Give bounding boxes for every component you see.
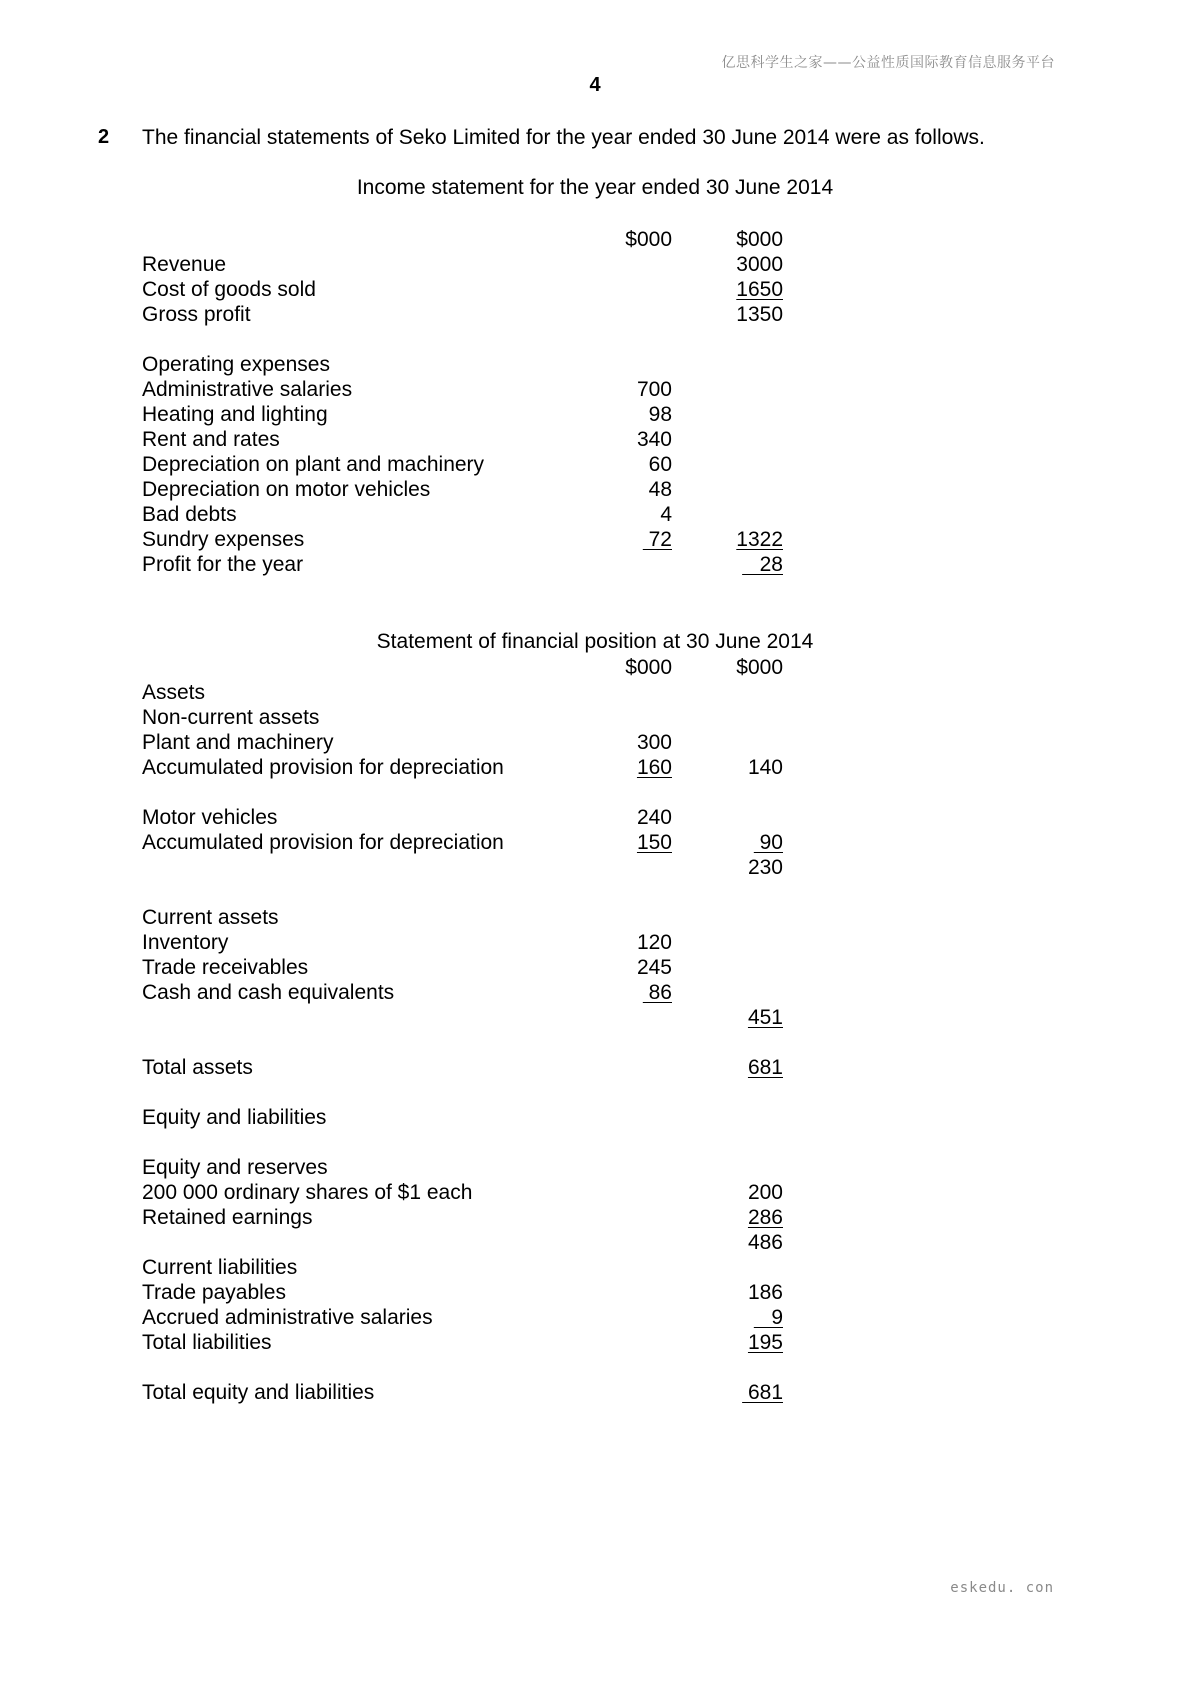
- row-label: Bad debts: [142, 503, 237, 526]
- table-row: [0, 277, 1190, 302]
- row-value-col2: 3000: [736, 253, 783, 276]
- row-label: Equity and reserves: [142, 1156, 328, 1179]
- row-value-col2: 1322: [736, 528, 783, 551]
- row-value-col1: 240: [636, 806, 672, 829]
- table-row: [0, 1230, 1190, 1255]
- table-row: [0, 1280, 1190, 1305]
- row-value-col2: 681: [742, 1381, 783, 1404]
- row-value-col1: 4: [660, 503, 672, 526]
- table-row: [0, 705, 1190, 730]
- row-value-col1: 340: [636, 428, 672, 451]
- row-label: Total equity and liabilities: [142, 1381, 375, 1404]
- row-label: Cash and cash equivalents: [142, 981, 395, 1004]
- table-row: [0, 377, 1190, 402]
- table-row: [0, 1005, 1190, 1030]
- financial-position-title: Statement of financial position at 30 June 2014: [376, 630, 814, 653]
- row-value-col2: 28: [742, 553, 783, 576]
- row-label: Motor vehicles: [142, 806, 278, 829]
- table-row: [0, 955, 1190, 980]
- row-label: Total liabilities: [142, 1331, 272, 1354]
- row-label: Retained earnings: [142, 1206, 313, 1229]
- table-row: [0, 452, 1190, 477]
- income-col2-header: $000: [736, 228, 783, 251]
- row-label: Depreciation on plant and machinery: [142, 453, 485, 476]
- table-row: [0, 352, 1190, 377]
- row-value-col2: 1650: [736, 278, 783, 301]
- table-row: [0, 502, 1190, 527]
- table-row: [0, 1055, 1190, 1080]
- page-number: 4: [589, 74, 601, 96]
- table-row: [0, 905, 1190, 930]
- row-label: Revenue: [142, 253, 227, 276]
- row-label: Current assets: [142, 906, 279, 929]
- table-row: [0, 805, 1190, 830]
- row-value-col2: 286: [747, 1206, 783, 1229]
- row-label: Trade payables: [142, 1281, 286, 1304]
- row-label: Accumulated provision for depreciation: [142, 831, 504, 854]
- row-value-col1: 150: [636, 831, 672, 854]
- row-label: Operating expenses: [142, 353, 330, 376]
- table-row: [0, 527, 1190, 552]
- row-label: Accumulated provision for depreciation: [142, 756, 504, 779]
- row-label: Administrative salaries: [142, 378, 353, 401]
- row-label: Sundry expenses: [142, 528, 305, 551]
- position-col1-header: $000: [625, 656, 672, 679]
- row-label: Cost of goods sold: [142, 278, 316, 301]
- income-col1-header: $000: [625, 228, 672, 251]
- table-row: [0, 1105, 1190, 1130]
- row-label: Gross profit: [142, 303, 251, 326]
- row-value-col2: 200: [747, 1181, 783, 1204]
- row-label: Trade receivables: [142, 956, 309, 979]
- table-row: [0, 930, 1190, 955]
- row-label: Heating and lighting: [142, 403, 328, 426]
- question-number: 2: [98, 126, 110, 148]
- row-label: Equity and liabilities: [142, 1106, 327, 1129]
- watermark-text: 亿思科学生之家——公益性质国际教育信息服务平台: [721, 55, 1055, 71]
- row-value-col2: 195: [747, 1331, 783, 1354]
- row-label: Assets: [142, 681, 206, 704]
- row-label: Profit for the year: [142, 553, 304, 576]
- row-value-col1: 60: [648, 453, 672, 476]
- table-row: [0, 427, 1190, 452]
- row-label: Total assets: [142, 1056, 253, 1079]
- row-label: Inventory: [142, 931, 229, 954]
- footer-site-text: eskedu. con: [950, 1580, 1054, 1596]
- table-row: [0, 755, 1190, 780]
- position-column-headers: [0, 655, 1190, 680]
- row-value-col1: 120: [636, 931, 672, 954]
- row-value-col2: 681: [747, 1056, 783, 1079]
- row-value-col2: 186: [747, 1281, 783, 1304]
- question-text: The financial statements of Seko Limited for the year ended 30 June 2014 were as follows.: [142, 126, 985, 149]
- table-row: [0, 1255, 1190, 1280]
- table-row: [0, 980, 1190, 1005]
- row-value-col1: 700: [636, 378, 672, 401]
- row-label: 200 000 ordinary shares of $1 each: [142, 1181, 473, 1204]
- row-value-col1: 245: [636, 956, 672, 979]
- row-value-col2: 140: [747, 756, 783, 779]
- income-column-headers: [0, 227, 1190, 252]
- table-row: [0, 680, 1190, 705]
- table-row: [0, 830, 1190, 855]
- row-value-col1: 160: [636, 756, 672, 779]
- row-value-col2: 9: [753, 1306, 783, 1329]
- table-row: [0, 302, 1190, 327]
- table-row: [0, 402, 1190, 427]
- row-value-col2: 451: [747, 1006, 783, 1029]
- row-label: Plant and machinery: [142, 731, 334, 754]
- table-row: [0, 1380, 1190, 1405]
- row-label: Current liabilities: [142, 1256, 298, 1279]
- row-value-col1: 72: [642, 528, 672, 551]
- table-row: [0, 552, 1190, 577]
- row-label: Non-current assets: [142, 706, 320, 729]
- row-value-col1: 86: [642, 981, 672, 1004]
- income-statement-title: Income statement for the year ended 30 June 2014: [356, 176, 834, 199]
- row-value-col1: 98: [648, 403, 672, 426]
- table-row: [0, 855, 1190, 880]
- table-row: [0, 1155, 1190, 1180]
- row-value-col2: 90: [753, 831, 783, 854]
- row-label: Rent and rates: [142, 428, 280, 451]
- table-row: [0, 1180, 1190, 1205]
- table-row: [0, 730, 1190, 755]
- table-row: [0, 477, 1190, 502]
- row-label: Depreciation on motor vehicles: [142, 478, 431, 501]
- row-label: Accrued administrative salaries: [142, 1306, 433, 1329]
- position-col2-header: $000: [736, 656, 783, 679]
- row-value-col2: 1350: [736, 303, 783, 326]
- table-row: [0, 1330, 1190, 1355]
- row-value-col2: 230: [747, 856, 783, 879]
- table-row: [0, 1305, 1190, 1330]
- row-value-col1: 300: [636, 731, 672, 754]
- table-row: [0, 1205, 1190, 1230]
- table-row: [0, 252, 1190, 277]
- row-value-col2: 486: [747, 1231, 783, 1254]
- row-value-col1: 48: [648, 478, 672, 501]
